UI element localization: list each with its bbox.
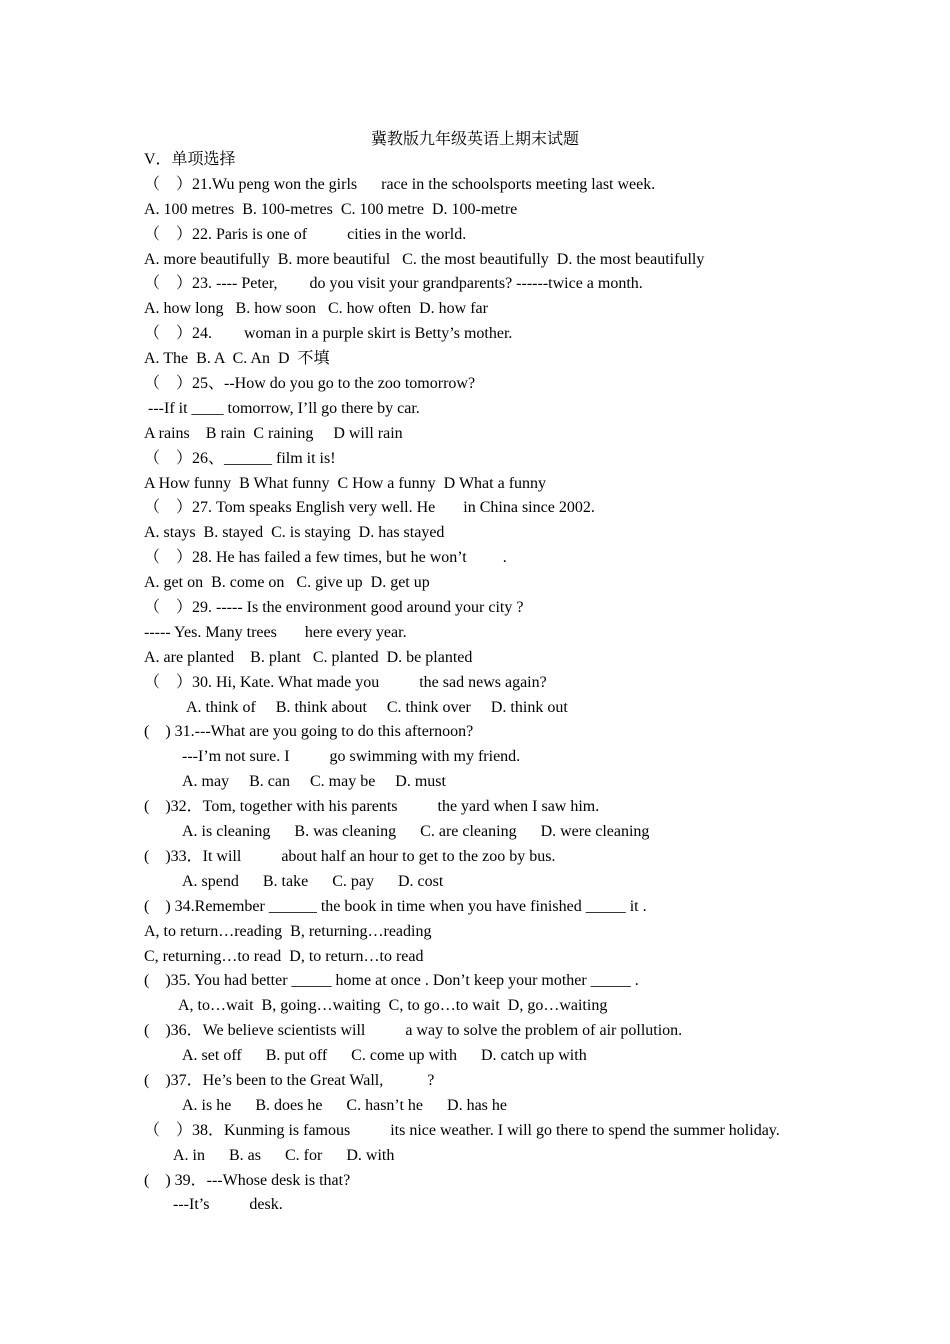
options-21: A. 100 metres B. 100-metres C. 100 metre D. 100-metre (144, 200, 518, 218)
options-35: A, to…wait B, going…waiting C, to go…to wait D, go…waiting (178, 997, 608, 1015)
question-37: ( )37．He’s been to the Great Wall, ? (144, 1071, 435, 1089)
question-22: （ ）22. Paris is one of cities in the world. (144, 225, 467, 243)
options-29: A. are planted B. plant C. planted D. be planted (144, 648, 473, 666)
section-heading: V．单项选择 (144, 151, 236, 168)
question-28: （ ）28. He has failed a few times, but he won’t . (144, 549, 507, 567)
question-25: （ ）25、--How do you go to the zoo tomorrow? (144, 375, 476, 393)
options-38: A. in B. as C. for D. with (173, 1146, 395, 1164)
question-21: （ ）21.Wu peng won the girls race in the schoolsports meeting last week. (144, 175, 656, 193)
question-list (144, 148, 924, 1218)
question-35: ( )35. You had better _____ home at once . Don’t keep your mother _____ . (144, 972, 639, 990)
options-25: A rains B rain C raining D will rain (144, 424, 403, 442)
options-34-cd: C, returning…to read D, to return…to read (144, 947, 424, 965)
question-31-reply: ---I’m not sure. I go swimming with my friend. (182, 748, 521, 766)
question-31: ( ) 31.---What are you going to do this afternoon? (144, 723, 474, 741)
options-31: A. may B. can C. may be D. must (182, 773, 446, 791)
question-25-reply: ---If it ____ tomorrow, I’ll go there by car. (144, 399, 420, 417)
question-39: ( ) 39．---Whose desk is that? (144, 1171, 351, 1189)
question-24: （ ）24. woman in a purple skirt is Betty’s mother. (144, 325, 513, 343)
options-28: A. get on B. come on C. give up D. get up (144, 574, 430, 592)
question-34: ( ) 34.Remember ______ the book in time when you have finished _____ it . (144, 897, 647, 915)
question-29: （ ）29. ----- Is the environment good around your city ? (144, 599, 524, 617)
question-38: （ ）38．Kunming is famous its nice weather. I will go there to spend the summer holiday. (144, 1121, 780, 1139)
options-30: A. think of B. think about C. think over D. think out (186, 698, 568, 716)
question-39-reply: ---It’s desk. (173, 1196, 283, 1214)
question-29-reply: ----- Yes. Many trees here every year. (144, 623, 407, 641)
options-32: A. is cleaning B. was cleaning C. are cleaning D. were cleaning (182, 823, 650, 841)
options-24: A. The B. A C. An D 不填 (144, 350, 330, 368)
options-22: A. more beautifully B. more beautiful C. the most beautifully D. the most beautifully (144, 250, 705, 268)
options-27: A. stays B. stayed C. is staying D. has stayed (144, 524, 445, 542)
question-27: （ ）27. Tom speaks English very well. He in China since 2002. (144, 499, 595, 517)
question-30: （ ）30. Hi, Kate. What made you the sad news again? (144, 673, 547, 691)
question-32: ( )32．Tom, together with his parents the yard when I saw him. (144, 798, 600, 816)
options-36: A. set off B. put off C. come up with D. catch up with (182, 1047, 587, 1065)
options-34-ab: A, to return…reading B, returning…reading (144, 922, 432, 940)
options-37: A. is he B. does he C. hasn’t he D. has he (182, 1096, 507, 1114)
question-26: （ ）26、______ film it is! (144, 449, 336, 467)
question-23: （ ）23. ---- Peter, do you visit your grandparents? ------twice a month. (144, 275, 643, 293)
question-36: ( )36．We believe scientists will a way to solve the problem of air pollution. (144, 1022, 683, 1040)
document-title: 冀教版九年级英语上期末试题 (370, 131, 579, 148)
options-33: A. spend B. take C. pay D. cost (182, 872, 444, 890)
options-23: A. how long B. how soon C. how often D. how far (144, 300, 488, 318)
options-26: A How funny B What funny C How a funny D What a funny (144, 474, 547, 492)
question-33: ( )33．It will about half an hour to get to the zoo by bus. (144, 847, 556, 865)
